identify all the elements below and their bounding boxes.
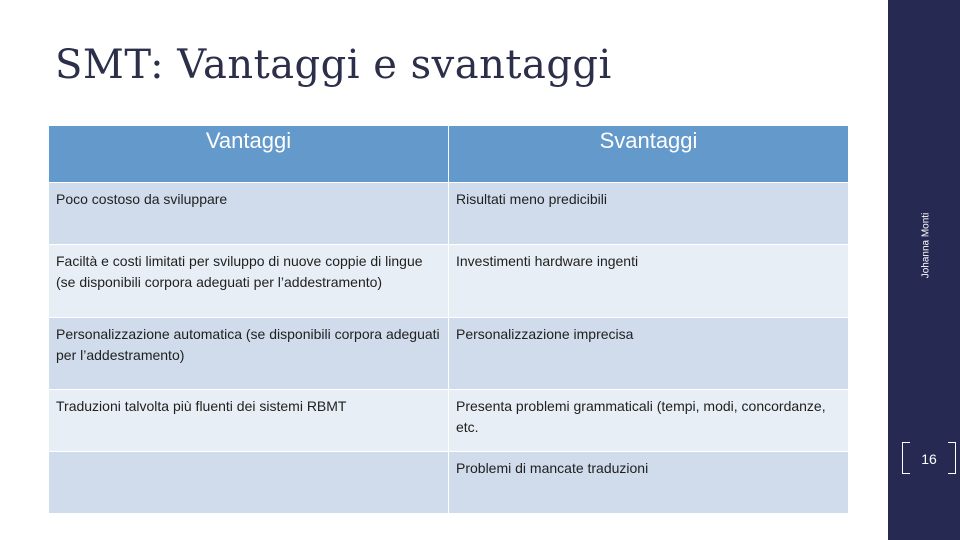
- table-row: [49, 245, 849, 318]
- cell-svantaggio: Presenta problemi grammaticali (tempi, modi, concordanze, etc.: [449, 390, 849, 452]
- cell-vantaggio: Traduzioni talvolta più fluenti dei sistemi RBMT: [49, 390, 449, 452]
- header-row: [49, 126, 849, 183]
- cell-svantaggio: Problemi di mancate traduzioni: [449, 452, 849, 514]
- cell-svantaggio: Risultati meno predicibili: [449, 183, 849, 245]
- table-row: [49, 318, 849, 390]
- author-label: [896, 170, 956, 320]
- cell-vantaggio: Personalizzazione automatica (se disponibili corpora adeguati per l’addestramento): [49, 318, 449, 390]
- cell-vantaggio: Faciltà e costi limitati per sviluppo di nuove coppie di lingue (se disponibili corpora adeguati per l’addestramento): [49, 245, 449, 318]
- header-vantaggi: Vantaggi: [49, 126, 449, 183]
- left-bracket: [902, 442, 910, 474]
- table-row: [49, 390, 849, 452]
- cell-vantaggio: Poco costoso da sviluppare: [49, 183, 449, 245]
- cell-svantaggio: Investimenti hardware ingenti: [449, 245, 849, 318]
- table-row: [49, 452, 849, 514]
- author-text: Johanna Monti: [920, 212, 932, 278]
- cell-vantaggio: [49, 452, 449, 514]
- right-bracket: [948, 442, 956, 474]
- slide-title: SMT: Vantaggi e svantaggi: [55, 42, 612, 88]
- page-number: [902, 442, 956, 476]
- header-svantaggi: Svantaggi: [449, 126, 849, 183]
- table-row: [49, 183, 849, 245]
- cell-svantaggio: Personalizzazione imprecisa: [449, 318, 849, 390]
- page-number-text: 16: [921, 451, 937, 467]
- comparison-table: [48, 125, 849, 514]
